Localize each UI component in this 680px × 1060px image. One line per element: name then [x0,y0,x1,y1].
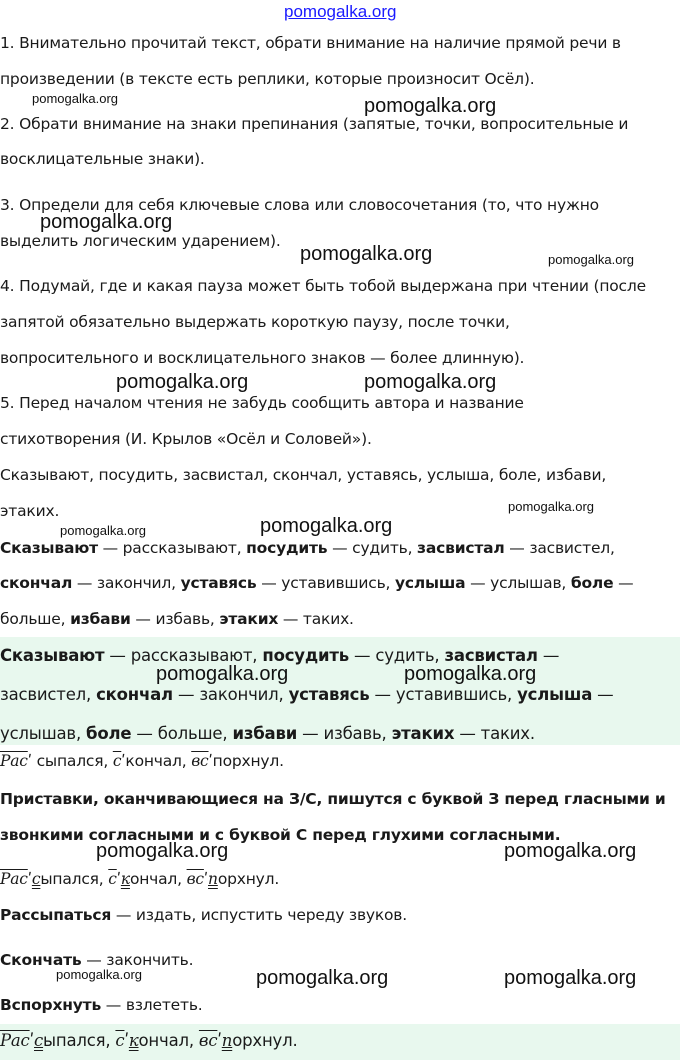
item-4-line-3: вопросительного и восклицательного знаков — более длинную). [0,349,525,367]
words-line-2: этаких. [0,502,60,520]
watermark: pomogalka.org [404,663,537,685]
item-3-line-1: 3. Определи для себя ключевые слова или словосочетания (то, что нужно [0,196,599,214]
rule-line-2: звонкими согласными и с буквой С перед глухими согласными. [0,826,561,844]
watermark: pomogalka.org [504,967,637,989]
glossary-line-2: скончал — закончил, уставясь — уставившись, услыша — услышав, боле — [0,574,634,592]
item-5-line-1: 5. Перед началом чтения не забудь сообщить автора и название [0,394,524,412]
glossary-hl-line-3: услышав, боле — больше, избави — избавь, этаких — таких. [0,724,535,743]
watermark: pomogalka.org [32,91,118,106]
def-2: Скончать — закончить. [0,951,194,969]
item-3-line-2: выделить логическим ударением). [0,232,281,250]
watermark: pomogalka.org [364,95,497,117]
watermark-top-link[interactable]: pomogalka.org [284,2,397,21]
watermark: pomogalka.org [60,523,146,538]
watermark: pomogalka.org [156,663,289,685]
watermark: pomogalka.org [96,840,229,862]
item-5-line-2: стихотворения (И. Крылов «Осёл и Соловей»). [0,430,372,448]
glossary-line-3: больше, избави — избавь, этаких — таких. [0,610,354,628]
item-2-line-1: 2. Обрати внимание на знаки препинания (запятые, точки, вопросительные и [0,115,629,133]
watermark: pomogalka.org [116,371,249,393]
watermark: pomogalka.org [548,252,634,267]
morph-line-2: Расʹсыпался, сʹкончал, всʹпорхнул. [0,870,280,888]
item-2-line-2: восклицательные знаки). [0,150,205,168]
glossary-hl-line-1: Сказывают — рассказывают, посудить — судить, засвистал — [0,646,560,665]
words-line-1: Сказывают, посудить, засвистал, скончал, уставясь, услыша, боле, избави, [0,466,607,484]
item-1-line-1: 1. Внимательно прочитай текст, обрати внимание на наличие прямой речи в [0,34,621,52]
watermark: pomogalka.org [40,211,173,233]
watermark: pomogalka.org [504,840,637,862]
watermark: pomogalka.org [56,967,142,982]
def-3: Вспорхнуть — взлететь. [0,996,203,1014]
morph-line-3: Расʹсыпался, сʹкончал, всʹпорхнул. [0,1031,298,1050]
item-4-line-1: 4. Подумай, где и какая пауза может быть тобой выдержана при чтении (после [0,277,646,295]
watermark: pomogalka.org [256,967,389,989]
item-4-line-2: запятой обязательно выдержать короткую паузу, после точки, [0,313,510,331]
morph-line-1: Расʹ сыпался, сʹкончал, всʹпорхнул. [0,752,284,770]
item-1-line-2: произведении (в тексте есть реплики, которые произносит Осёл). [0,70,535,88]
rule-line-1: Приставки, оканчивающиеся на З/С, пишутся с буквой З перед гласными и [0,790,666,808]
glossary-hl-line-2: засвистел, скончал — закончил, уставясь — уставившись, услыша — [0,685,614,704]
def-1: Рассыпаться — издать, испустить череду звуков. [0,906,407,924]
watermark: pomogalka.org [300,243,433,265]
watermark: pomogalka.org [508,499,594,514]
glossary-line-1: Сказывают — рассказывают, посудить — судить, засвистал — засвистел, [0,539,615,557]
watermark: pomogalka.org [260,515,393,537]
watermark: pomogalka.org [364,371,497,393]
